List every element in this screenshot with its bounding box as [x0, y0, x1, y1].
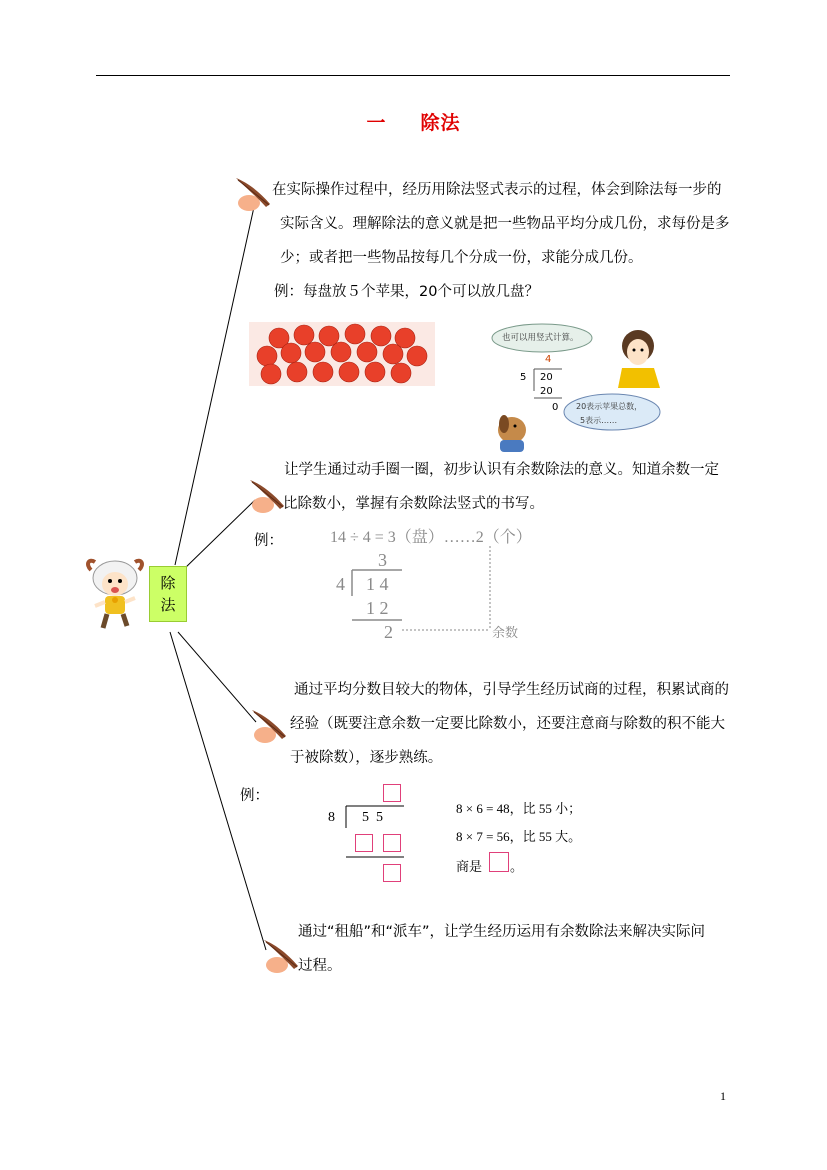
trial-quotient-figure: [326, 780, 626, 890]
center-topic-box: [149, 566, 187, 622]
center-topic-char: 法: [160, 596, 176, 614]
division-product: 20: [540, 386, 553, 397]
feather-pen-icon: [232, 174, 276, 214]
division-dividend: 1 4: [366, 574, 389, 594]
division-remainder: 2: [384, 622, 393, 642]
remainder-blank-box: [383, 864, 401, 882]
division-quotient: 4: [545, 354, 552, 365]
division-illustration: [490, 318, 670, 456]
remainder-division-figure: [330, 524, 540, 644]
division-divisor: 8: [328, 810, 335, 825]
text-line: 例：每盘放５个苹果，20个可以放几盘？: [274, 284, 539, 300]
example-label: 例：: [254, 533, 283, 549]
text-line: 经验（既要注意余数一定要比除数小，还要注意商与除数的积不能大: [290, 716, 725, 732]
text-line: 比除数小，掌握有余数除法竖式的书写。: [283, 496, 544, 512]
division-quotient: 3: [378, 550, 387, 570]
text-line: 少；或者把一些物品按每几个分成一份，求能分成几份。: [280, 250, 643, 266]
remainder-label: 余数: [492, 625, 519, 640]
division-remainder: 0: [552, 402, 559, 413]
text-line: 在实际操作过程中，经历用除法竖式表示的过程，体会到除法每一步的: [272, 182, 722, 198]
center-topic-char: 除: [160, 574, 176, 592]
hint-end: 。: [510, 860, 524, 875]
hint-line: 8 × 6 = 48，比 55 小；: [456, 801, 582, 816]
division-divisor: 4: [336, 574, 345, 594]
text-line: 让学生通过动手圈一圈，初步认识有余数除法的意义。知道余数一定: [284, 462, 719, 478]
hint-line: 8 × 7 = 56，比 55 大。: [456, 829, 582, 844]
section2-text: [284, 453, 719, 521]
section1-text: [272, 173, 730, 309]
sheep-mascot-icon: [85, 556, 147, 632]
product-blank-box: [355, 834, 373, 852]
apples-illustration: [249, 322, 435, 386]
section3-text: [290, 673, 729, 775]
section4-text: [298, 915, 705, 983]
text-line: 通过“租船”和“派车”，让学生经历运用有余数除法来解决实际问: [298, 924, 706, 940]
division-divisor: 5: [520, 372, 527, 383]
division-equation: 14 ÷ 4 = 3（盘）……2（个）: [330, 529, 532, 546]
answer-blank-box: [489, 852, 509, 872]
speech-bubble-text: 也可以用竖式计算。: [502, 333, 579, 343]
text-line: 实际含义。理解除法的意义就是把一些物品平均分成几份，求每份是多: [280, 216, 730, 232]
product-blank-box: [383, 834, 401, 852]
thought-bubble-text: 20表示苹果总数，: [576, 402, 643, 411]
division-dividend: 5 5: [362, 810, 383, 825]
example-label: 例：: [240, 788, 269, 804]
page-number: 1: [720, 1089, 726, 1103]
text-line: 于被除数），逐步熟练。: [290, 750, 443, 766]
thought-bubble-text: 5表示……: [580, 416, 618, 425]
division-product: 1 2: [366, 598, 389, 618]
hint-line: 商是: [456, 860, 483, 875]
text-line: 过程。: [298, 958, 342, 974]
division-dividend: 20: [540, 372, 553, 383]
feather-pen-icon: [248, 706, 292, 746]
title-text: 除法: [420, 112, 461, 134]
text-line: 通过平均分数目较大的物体，引导学生经历试商的过程，积累试商的: [294, 682, 729, 698]
title-number: 一: [366, 112, 387, 134]
